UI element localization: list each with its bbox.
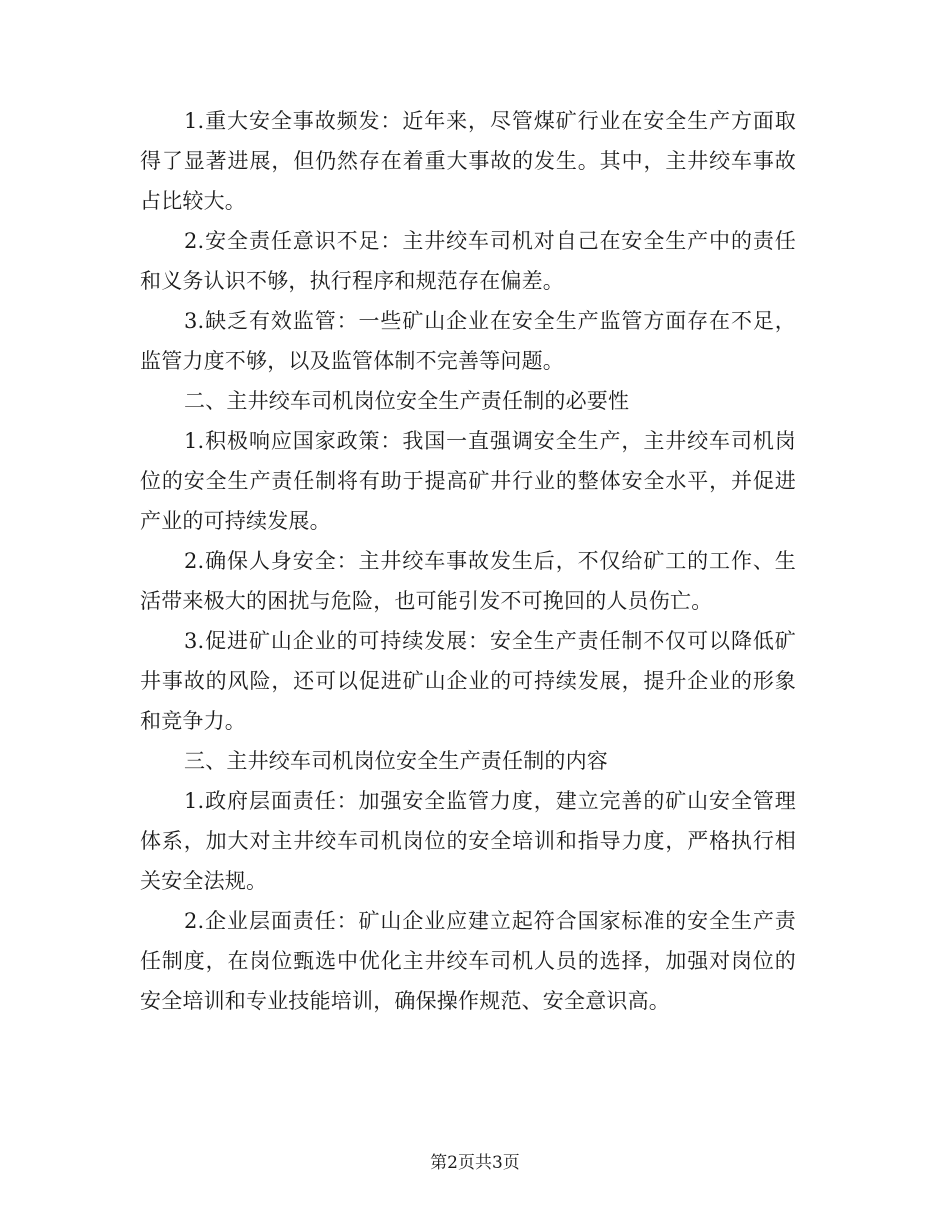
section-heading-content: 三、主井绞车司机岗位安全生产责任制的内容 — [184, 749, 608, 773]
paragraph-accident-frequency: 1.重大安全事故频发：近年来，尽管煤矿行业在安全生产方面取得了显著进展，但仍然存在着重大事故的发生。其中，主井绞车事故占比较大。 — [140, 109, 796, 213]
document-body — [140, 101, 796, 1021]
paragraph-lack-of-supervision: 3.缺乏有效监管：一些矿山企业在安全生产监管方面存在不足，监管力度不够，以及监管体制不完善等问题。 — [140, 309, 796, 373]
page-number-footer: 第2页共3页 — [430, 1153, 520, 1173]
paragraph-government-responsibility: 1.政府层面责任：加强安全监管力度，建立完善的矿山安全管理体系，加大对主井绞车司机岗位的安全培训和指导力度，严格执行相关安全法规。 — [140, 789, 796, 893]
paragraph-sustainable-development: 3.促进矿山企业的可持续发展：安全生产责任制不仅可以降低矿井事故的风险，还可以促进矿山企业的可持续发展，提升企业的形象和竞争力。 — [140, 629, 796, 733]
paragraph-national-policy: 1.积极响应国家政策：我国一直强调安全生产，主井绞车司机岗位的安全生产责任制将有助于提高矿井行业的整体安全水平，并促进产业的可持续发展。 — [140, 429, 796, 533]
paragraph-responsibility-awareness: 2.安全责任意识不足：主井绞车司机对自己在安全生产中的责任和义务认识不够，执行程序和规范存在偏差。 — [140, 229, 796, 293]
paragraph-personal-safety: 2.确保人身安全：主井绞车事故发生后，不仅给矿工的工作、生活带来极大的困扰与危险，也可能引发不可挽回的人员伤亡。 — [140, 549, 796, 613]
section-heading-necessity: 二、主井绞车司机岗位安全生产责任制的必要性 — [184, 389, 630, 413]
paragraph-enterprise-responsibility: 2.企业层面责任：矿山企业应建立起符合国家标准的安全生产责任制度，在岗位甄选中优化主井绞车司机人员的选择，加强对岗位的安全培训和专业技能培训，确保操作规范、安全意识高。 — [140, 909, 796, 1013]
